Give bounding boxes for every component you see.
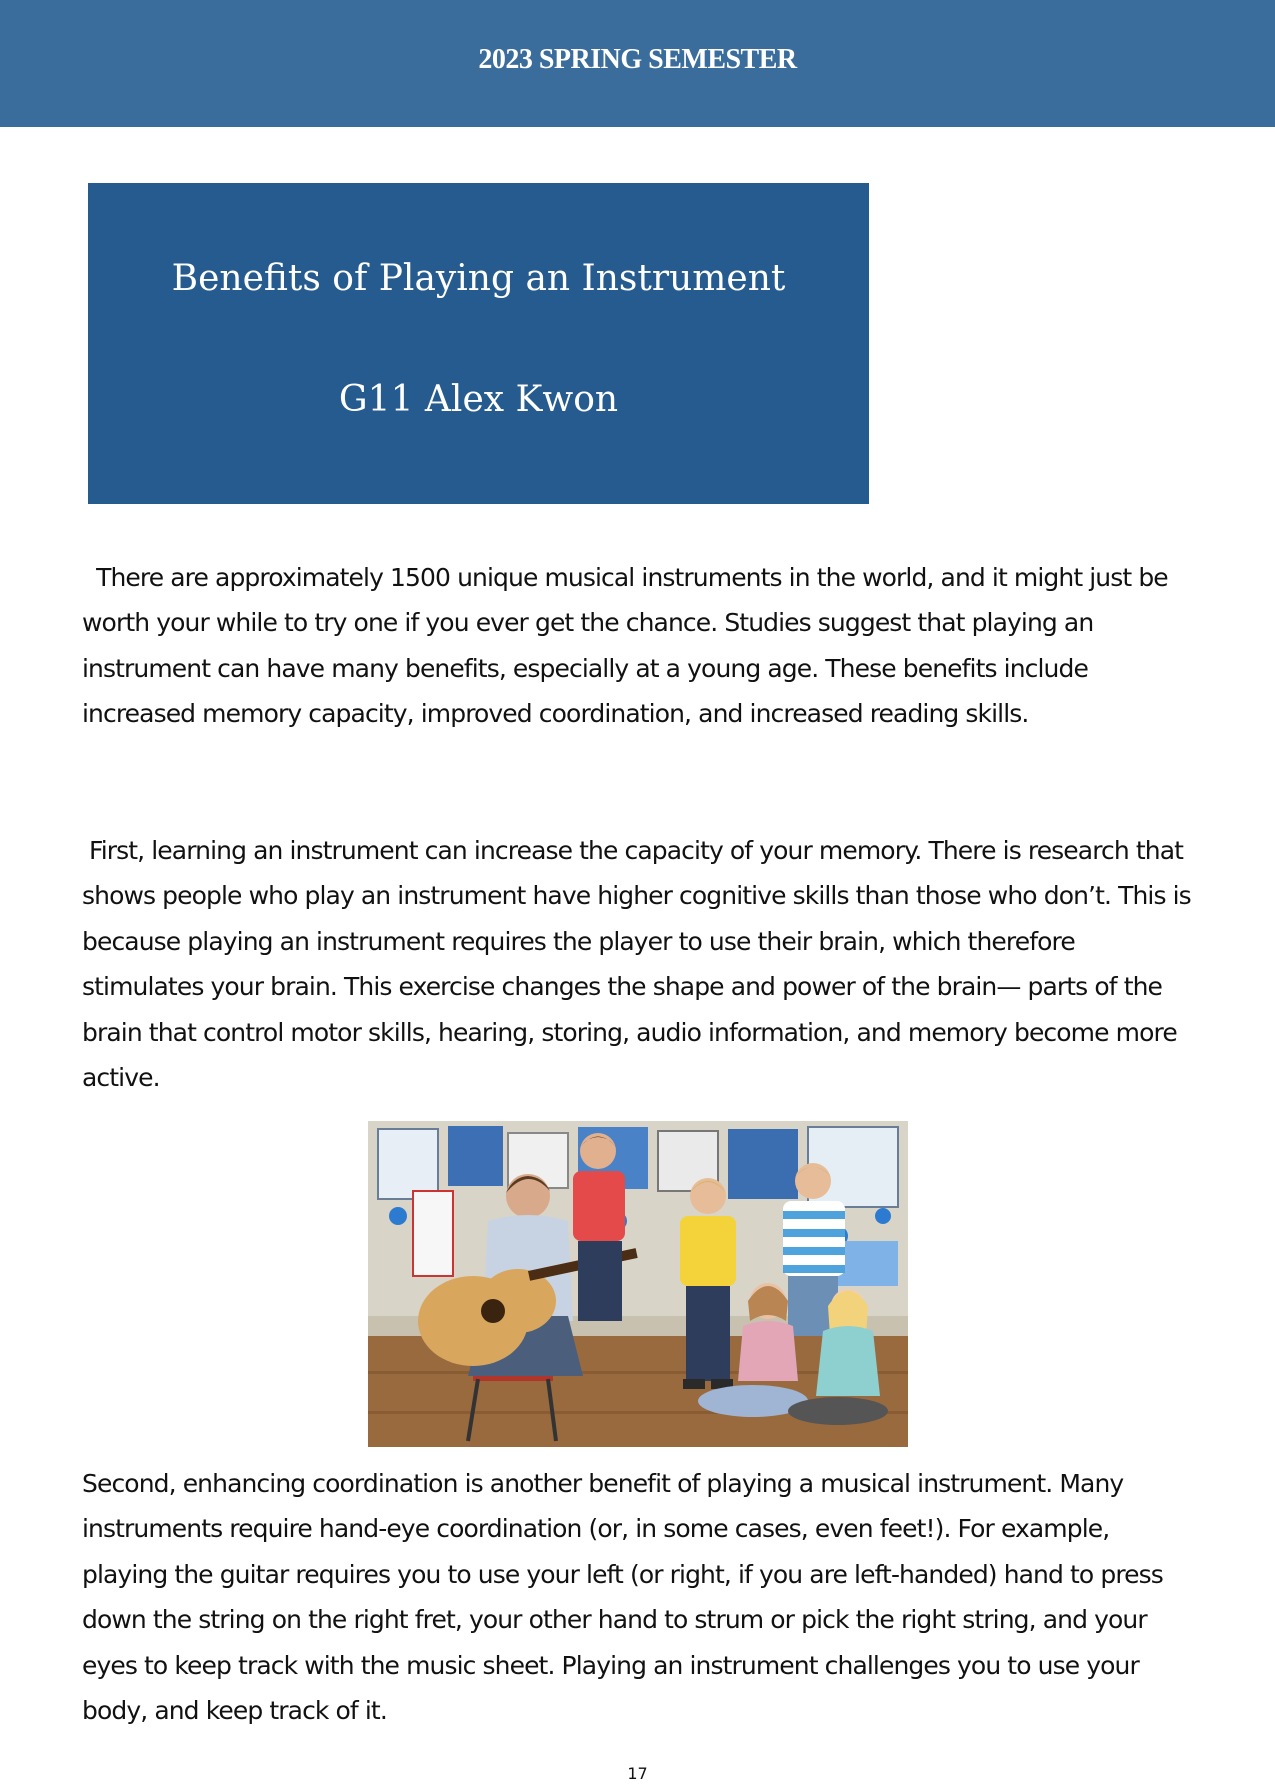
memory-paragraph: First, learning an instrument can increase the capacity of your memory. There is research that shows people who play an instrument have higher cognitive skills than those who don’t. This is because playing an instrument requires the player to use their brain, which therefore stimulates your brain. This exercise changes the shape and power of the brain— parts of the brain that control motor skills, hearing, storing, audio information, and memory become more active.: [82, 836, 1198, 1093]
page-number: 17: [627, 1764, 648, 1783]
article-title: Benefits of Playing an Instrument: [171, 258, 786, 299]
classroom-music-illustration: [368, 1121, 908, 1447]
page-header: [0, 0, 1275, 127]
classroom-music-photo: [368, 1121, 908, 1447]
coordination-paragraph: Second, enhancing coordination is another benefit of playing a musical instrument. Many instruments require hand-eye coordination (or, in some cases, even feet!). For example, playing the guitar requires you to use your left (or right, if you are left-handed) hand to press down the string on the right fret, your other hand to strum or pick the right string, and your eyes to keep track with the music sheet. Playing an instrument challenges you to use your body, and keep track of it.: [82, 1469, 1170, 1726]
article-author: G11 Alex Kwon: [338, 379, 619, 420]
article-title-box: [88, 183, 869, 504]
intro-paragraph: There are approximately 1500 unique musical instruments in the world, and it might just be worth your while to try one if you ever get the chance. Studies suggest that playing an instrument can have many benefits, especially at a young age. These benefits include increased memory capacity, improved coordination, and increased reading skills.: [82, 563, 1175, 729]
semester-title: 2023 SPRING SEMESTER: [478, 44, 797, 75]
